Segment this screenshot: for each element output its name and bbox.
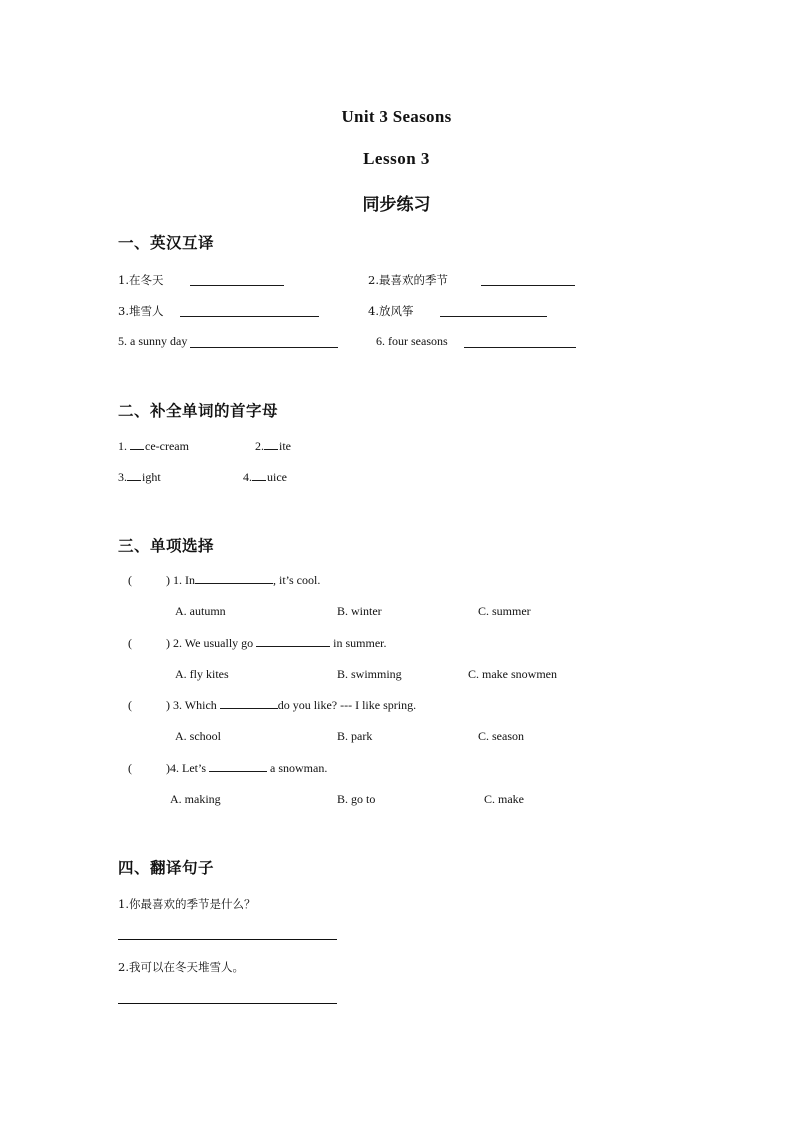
question-stem-after: , it’s cool. xyxy=(273,573,321,587)
item-number: 3. xyxy=(118,304,129,318)
word-item-4 xyxy=(243,469,287,485)
item-number: 3. xyxy=(118,470,127,484)
option-c[interactable]: C. make snowmen xyxy=(468,667,557,681)
item-text: 我可以在冬天堆雪人。 xyxy=(128,960,244,974)
translation-item-5 xyxy=(118,334,187,349)
question-number: 4. xyxy=(170,761,179,775)
item-text: four seasons xyxy=(388,334,448,348)
question-blank-4[interactable] xyxy=(209,760,267,772)
answer-blank-3[interactable] xyxy=(180,316,319,317)
item-text: a sunny day xyxy=(130,334,188,348)
question-number: 1. xyxy=(173,573,182,587)
item-number: 4. xyxy=(243,470,252,484)
word-item-3 xyxy=(118,469,161,485)
translation-item-6 xyxy=(376,334,448,349)
item-text: ite xyxy=(279,439,291,453)
question-stem-before: Which xyxy=(184,698,217,712)
letter-blank-3[interactable] xyxy=(127,470,141,481)
item-number: 6. xyxy=(376,334,385,348)
answer-paren-2[interactable]: ( ) xyxy=(128,636,170,650)
word-item-2 xyxy=(255,438,291,454)
item-number: 2. xyxy=(255,439,264,453)
item-text: uice xyxy=(267,470,287,484)
letter-blank-2[interactable] xyxy=(264,439,278,450)
option-c[interactable]: C. summer xyxy=(478,604,531,618)
mc-question-2 xyxy=(128,635,387,651)
item-number: 1. xyxy=(118,439,127,453)
question-stem-before: We usually go xyxy=(184,636,254,650)
answer-line-2[interactable] xyxy=(118,1003,337,1004)
option-c[interactable]: C. season xyxy=(478,729,524,743)
answer-paren-4[interactable]: ( ) xyxy=(128,761,170,775)
option-b[interactable]: B. go to xyxy=(337,792,376,806)
letter-blank-4[interactable] xyxy=(252,470,266,481)
option-c[interactable]: C. make xyxy=(484,792,524,806)
item-number: 2. xyxy=(118,960,129,974)
letter-blank-1[interactable] xyxy=(130,439,144,450)
option-b[interactable]: B. swimming xyxy=(337,667,402,681)
item-text: 在冬天 xyxy=(128,273,164,287)
answer-paren-3[interactable]: ( ) xyxy=(128,698,170,712)
section-heading-1: 一、英汉互译 xyxy=(118,233,215,252)
page-title-lesson: Lesson 3 xyxy=(363,149,430,168)
question-number: 2. xyxy=(173,636,182,650)
section-heading-3: 三、单项选择 xyxy=(118,536,215,555)
question-blank-1[interactable] xyxy=(195,572,273,584)
answer-blank-6[interactable] xyxy=(464,347,576,348)
item-text: 堆雪人 xyxy=(128,304,164,318)
question-stem-before: In xyxy=(185,573,195,587)
translate-sentence-1 xyxy=(118,896,255,912)
item-text: ce-cream xyxy=(145,439,189,453)
item-number: 1. xyxy=(118,273,129,287)
item-text: 最喜欢的季节 xyxy=(378,273,448,287)
question-stem-after: a snowman. xyxy=(270,761,328,775)
option-a[interactable]: A. making xyxy=(170,792,221,806)
item-text: ight xyxy=(142,470,161,484)
option-a[interactable]: A. school xyxy=(175,729,221,743)
answer-blank-1[interactable] xyxy=(190,285,284,286)
item-number: 5. xyxy=(118,334,127,348)
mc-question-4 xyxy=(128,760,327,776)
answer-line-1[interactable] xyxy=(118,939,337,940)
option-a[interactable]: A. autumn xyxy=(175,604,226,618)
page-title-subtitle: 同步练习 xyxy=(362,195,431,215)
word-item-1 xyxy=(118,438,189,454)
question-stem-after: do you like? --- I like spring. xyxy=(277,698,417,712)
question-stem-after: in summer. xyxy=(333,636,387,650)
item-number: 1. xyxy=(118,897,129,911)
answer-paren-1[interactable]: ( ) xyxy=(128,573,170,587)
translation-item-3 xyxy=(118,303,163,319)
option-b[interactable]: B. winter xyxy=(337,604,382,618)
item-number: 4. xyxy=(368,304,379,318)
section-heading-2: 二、补全单词的首字母 xyxy=(118,401,279,420)
answer-blank-4[interactable] xyxy=(440,316,547,317)
question-blank-2[interactable] xyxy=(256,635,330,647)
translation-item-4 xyxy=(368,303,413,319)
section-heading-4: 四、翻译句子 xyxy=(118,858,215,877)
translate-sentence-2 xyxy=(118,959,244,975)
question-number: 3. xyxy=(173,698,182,712)
page-title-unit: Unit 3 Seasons xyxy=(341,107,452,126)
answer-blank-2[interactable] xyxy=(481,285,575,286)
option-a[interactable]: A. fly kites xyxy=(175,667,229,681)
translation-item-1 xyxy=(118,272,163,288)
item-text: 你最喜欢的季节是什么？ xyxy=(128,897,256,911)
item-text: 放风筝 xyxy=(378,304,414,318)
mc-question-3 xyxy=(128,697,416,713)
translation-item-2 xyxy=(368,272,448,288)
item-number: 2. xyxy=(368,273,379,287)
question-stem-before: Let’s xyxy=(182,761,206,775)
question-blank-3[interactable] xyxy=(220,697,278,709)
option-b[interactable]: B. park xyxy=(337,729,373,743)
mc-question-1 xyxy=(128,572,320,588)
answer-blank-5[interactable] xyxy=(190,347,338,348)
